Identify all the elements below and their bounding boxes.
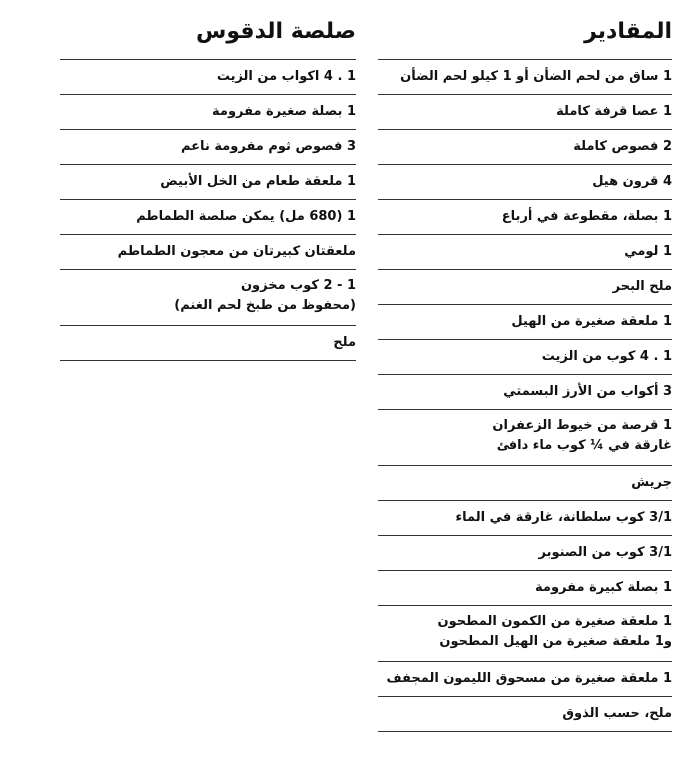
list-item-text: ملح (333, 335, 356, 350)
list-item (378, 571, 672, 606)
list-item (378, 165, 672, 200)
list-item-text: 1 لومي (624, 244, 672, 259)
list-item-text: 3/1 كوب سلطانة، غارقة في الماء (455, 510, 672, 525)
list-item-text: 1 بصلة، مقطوعة في أرباع (501, 209, 672, 224)
list-item (378, 270, 672, 305)
list-item (378, 60, 672, 95)
list-item (60, 270, 356, 326)
list-item (378, 410, 672, 466)
list-item-text: 3 أكواب من الأرز البسمتي (503, 384, 672, 399)
list-item (378, 662, 672, 697)
list-item (378, 235, 672, 270)
list-item (378, 95, 672, 130)
list-item (378, 606, 672, 662)
list-item-text: غارقة في ¼ كوب ماء دافئ (496, 438, 672, 453)
list-item (378, 697, 672, 732)
list-item-text: 1 . 4 اكواب من الزيت (216, 69, 356, 84)
list-item-text: 1 ساق من لحم الضأن أو 1 كيلو لحم الضأن (400, 69, 672, 84)
list-item-text: ملح البحر (612, 279, 672, 294)
ingredients-column (378, 0, 672, 732)
list-item-text: 1 ملعقة صغيرة من الهيل (511, 314, 672, 329)
list-item-text: 1 . 4 كوب من الزيت (541, 349, 672, 364)
list-item-text: 1 (680 مل) يمكن صلصة الطماطم (136, 209, 356, 224)
list-item (378, 466, 672, 501)
list-item-text: (محفوظ من طبخ لحم الغنم) (174, 298, 356, 313)
list-item (378, 340, 672, 375)
list-item-text: ملعقتان كبيرتان من معجون الطماطم (117, 244, 356, 259)
list-item-text: 1 - 2 كوب مخزون (240, 278, 356, 293)
list-item (378, 501, 672, 536)
list-item (60, 326, 356, 361)
list-item-text: 3/1 كوب من الصنوبر (538, 545, 672, 560)
list-item-text: 1 عصا قرفة كاملة (556, 104, 672, 119)
list-item (378, 200, 672, 235)
list-item-text: 1 ملعقة صغيرة من مسحوق الليمون المجفف (386, 671, 672, 686)
list-item (378, 536, 672, 571)
list-item-text: 1 ملعقة صغيرة من الكمون المطحون (437, 614, 672, 629)
daqoos-title: صلصة الدقوس (60, 0, 356, 60)
list-item-text: 3 فصوص ثوم مفرومة ناعم (180, 139, 356, 154)
list-item (60, 130, 356, 165)
ingredients-title: المقادير (378, 0, 672, 60)
list-item (60, 200, 356, 235)
list-item-text: 4 قرون هيل (592, 174, 672, 189)
list-item-text: 1 بصلة صغيرة مفرومة (212, 104, 356, 119)
list-item (60, 60, 356, 95)
daqoos-list (60, 60, 356, 361)
list-item-text: ملح، حسب الذوق (562, 706, 672, 721)
list-item-text: جريش (631, 475, 672, 490)
list-item (378, 305, 672, 340)
list-item (60, 165, 356, 200)
list-item (378, 130, 672, 165)
list-item-text: و1 ملعقة صغيرة من الهيل المطحون (439, 634, 672, 649)
list-item (60, 95, 356, 130)
ingredients-list (378, 60, 672, 732)
list-item-text: 1 بصلة كبيرة مفرومة (535, 580, 672, 595)
list-item-text: 1 ملعقة طعام من الخل الأبيض (160, 174, 356, 189)
list-item-text: 1 قرصة من خيوط الزعفران (492, 418, 672, 433)
list-item (60, 235, 356, 270)
list-item-text: 2 فصوص كاملة (573, 139, 672, 154)
list-item (378, 375, 672, 410)
daqoos-column (60, 0, 356, 361)
